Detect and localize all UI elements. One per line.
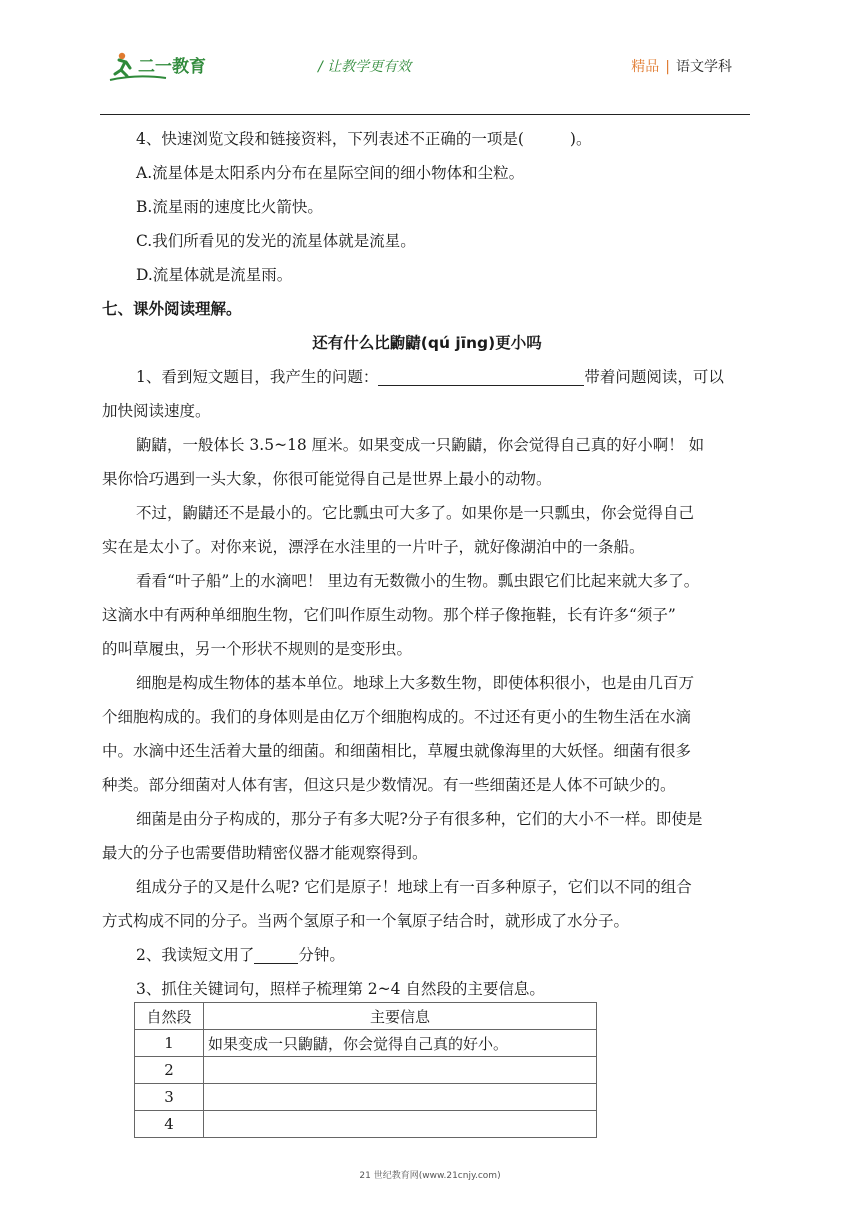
logo [106,50,236,82]
page-header [100,46,750,86]
table-row [135,1030,597,1057]
table-row [135,1084,597,1111]
paragraph-4-line: 中。水滴中还生活着大量的细菌。和细菌相比，草履虫就像海里的大妖怪。细菌有很多 [102,742,692,760]
section-heading: 七、课外阅读理解。 [102,300,242,318]
table-cell-info[interactable] [204,1111,597,1138]
slogan: / 让教学更有效 [318,59,412,75]
tag-label: 精品 [631,59,660,75]
table-cell-info[interactable] [204,1084,597,1111]
paragraph-4-line: 种类。部分细菌对人体有害，但这只是少数情况。有一些细菌还是人体不可缺少的。 [102,776,676,794]
table-cell-info: 如果变成一只鼩鼱，你会觉得自己真的好小。 [204,1030,597,1057]
logo-text: 二一教育 [138,57,206,77]
subject-label: 语文学科 [676,59,732,75]
paragraph-3-line: 看看“叶子船”上的水滴吧！ 里边有无数微小的生物。瓢虫跟它们比起来就大多了。 [136,572,700,590]
option-d: D.流星体就是流星雨。 [136,266,293,284]
question-1: 1、看到短文题目，我产生的问题： 带着问题阅读，可以 [136,368,724,386]
document-body [102,122,762,1006]
info-table [134,1002,597,1138]
header-separator: | [665,59,670,75]
question-4-stem: 4、快速浏览文段和链接资料，下列表述不正确的一项是( )。 [136,130,592,148]
question-1-cont: 加快阅读速度。 [102,402,211,420]
paragraph-6-line: 组成分子的又是什么呢? 它们是原子！地球上有一百多种原子，它们以不同的组合 [136,878,692,896]
page-footer: 21 世纪教育网(www.21cnjy.com) [359,1171,501,1181]
table-cell-paragraph: 1 [135,1030,204,1057]
table-cell-paragraph: 2 [135,1057,204,1084]
paragraph-3-line: 的叫草履虫，另一个形状不规则的是变形虫。 [102,640,413,658]
table-cell-info[interactable] [204,1057,597,1084]
answer-blank [378,367,584,386]
paragraph-3-line: 这滴水中有两种单细胞生物，它们叫作原生动物。那个样子像拖鞋，长有许多“须子” [102,606,676,624]
paragraph-1-line: 鼩鼱，一般体长 3.5~18 厘米。如果变成一只鼩鼱，你会觉得自己真的好小啊！ 如 [136,436,705,454]
table-row [135,1111,597,1138]
header-divider [100,114,750,115]
option-a: A.流星体是太阳系内分布在星际空间的细小物体和尘粒。 [136,164,525,182]
paragraph-2-line: 实在是太小了。对你来说，漂浮在水洼里的一片叶子，就好像湖泊中的一条船。 [102,538,645,556]
passage-title: 还有什么比鼩鼱(qú jīng)更小吗 [312,334,542,352]
paragraph-5-line: 细菌是由分子构成的，那分子有多大呢?分子有很多种，它们的大小不一样。即使是 [136,810,703,828]
paragraph-2-line: 不过，鼩鼱还不是最小的。它比瓢虫可大多了。如果你是一只瓢虫，你会觉得自己 [136,504,695,522]
paragraph-4-line: 个细胞构成的。我们的身体则是由亿万个细胞构成的。不过还有更小的生物生活在水滴 [102,708,692,726]
table-row [135,1057,597,1084]
table-header-cell: 自然段 [135,1003,204,1030]
table-header-cell: 主要信息 [204,1003,597,1030]
paragraph-4-line: 细胞是构成生物体的基本单位。地球上大多数生物，即使体积很小，也是由几百万 [136,674,695,692]
paragraph-6-line: 方式构成不同的分子。当两个氢原子和一个氧原子结合时，就形成了水分子。 [102,912,630,930]
paragraph-5-line: 最大的分子也需要借助精密仪器才能观察得到。 [102,844,428,862]
table-cell-paragraph: 3 [135,1084,204,1111]
table-cell-paragraph: 4 [135,1111,204,1138]
option-c: C.我们所看见的发光的流星体就是流星。 [136,232,416,250]
paragraph-1-line: 果你恰巧遇到一头大象，你很可能觉得自己是世界上最小的动物。 [102,470,552,488]
header-tags [631,56,732,76]
table-header-row [135,1003,597,1030]
option-b: B.流星雨的速度比火箭快。 [136,198,323,216]
question-3: 3、抓住关键词句，照样子梳理第 2~4 自然段的主要信息。 [136,980,545,998]
question-2: 2、我读短文用了 分钟。 [136,946,345,964]
answer-blank [254,945,298,964]
